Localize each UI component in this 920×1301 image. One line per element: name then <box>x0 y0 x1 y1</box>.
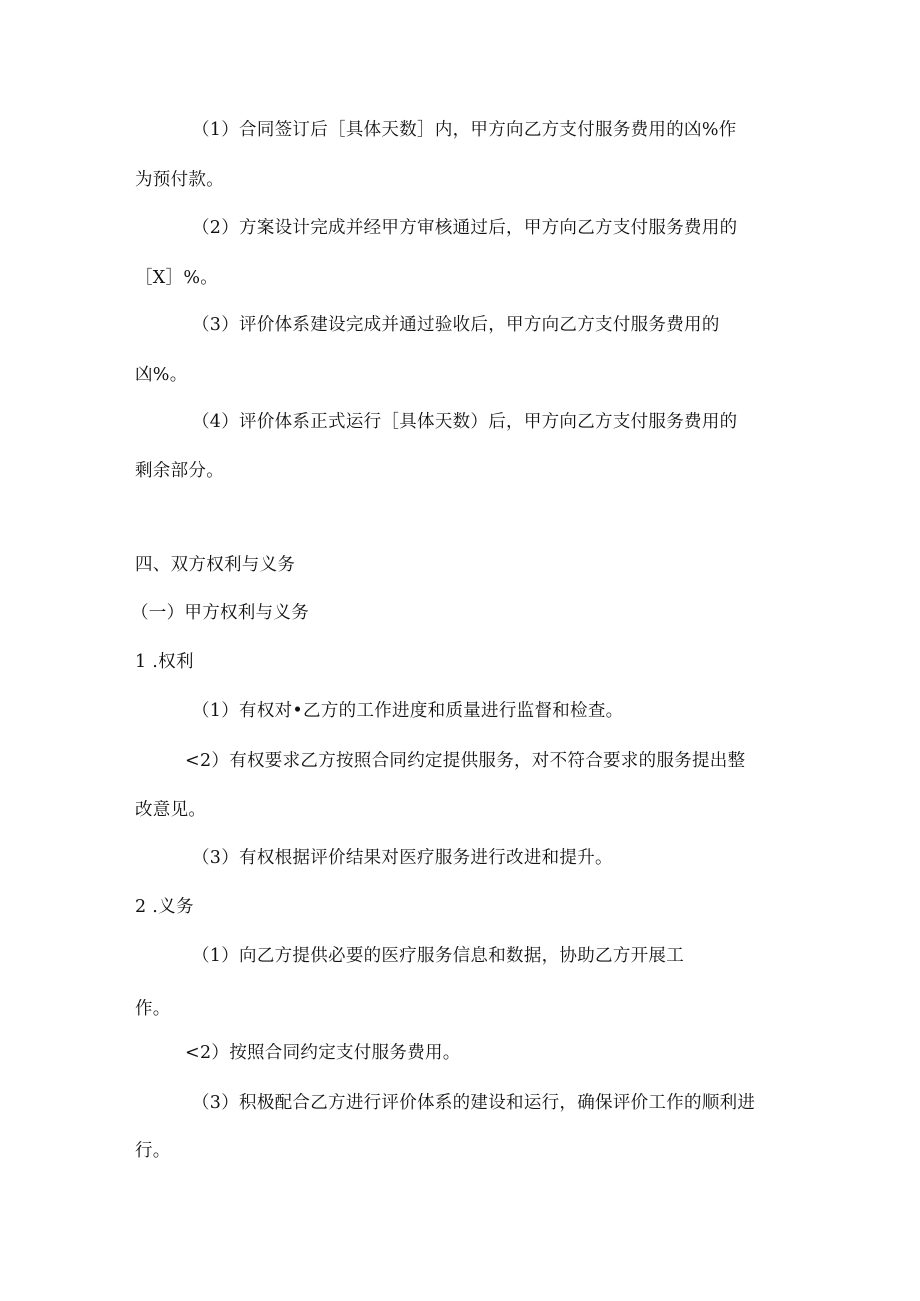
obligations-item-3-cont: 行。 <box>135 1141 171 1161</box>
rights-item-2: <2）有权要求乙方按照合同约定提供服务，对不符合要求的服务提出整 <box>185 751 746 771</box>
rights-item-3: （3）有权根据评价结果对医疗服务进行改进和提升。 <box>192 848 613 868</box>
payment-clause-3-cont: 凶%。 <box>135 365 188 385</box>
rights-item-1: （1）有权对•乙方的工作进度和质量进行监督和检查。 <box>192 701 624 721</box>
rights-heading: 1 .权利 <box>135 652 194 672</box>
obligations-item-1-cont: 作。 <box>135 999 171 1019</box>
obligations-item-3: （3）积极配合乙方进行评价体系的建设和运行，确保评价工作的顺利进 <box>192 1093 756 1113</box>
obligations-item-2: <2）按照合同约定支付服务费用。 <box>185 1043 461 1063</box>
payment-clause-4-cont: 剩余部分。 <box>135 461 224 481</box>
payment-clause-3: （3）评价体系建设完成并通过验收后，甲方向乙方支付服务费用的 <box>192 315 720 335</box>
payment-clause-1: （1）合同签订后［具体天数］内，甲方向乙方支付服务费用的凶%作 <box>192 120 737 140</box>
section-heading: 四、双方权利与义务 <box>135 555 296 575</box>
obligations-heading: 2 .义务 <box>135 897 194 917</box>
payment-clause-1-cont: 为预付款。 <box>135 170 224 190</box>
obligations-item-1: （1）向乙方提供必要的医疗服务信息和数据，协助乙方开展工 <box>192 946 685 966</box>
rights-item-2-cont: 改意见。 <box>135 800 207 820</box>
payment-clause-2: （2）方案设计完成并经甲方审核通过后，甲方向乙方支付服务费用的 <box>192 218 738 238</box>
payment-clause-2-cont: ［X］%。 <box>135 268 219 288</box>
subsection-heading: （一）甲方权利与义务 <box>131 603 309 623</box>
payment-clause-4: （4）评价体系正式运行［具体天数）后，甲方向乙方支付服务费用的 <box>192 412 738 432</box>
